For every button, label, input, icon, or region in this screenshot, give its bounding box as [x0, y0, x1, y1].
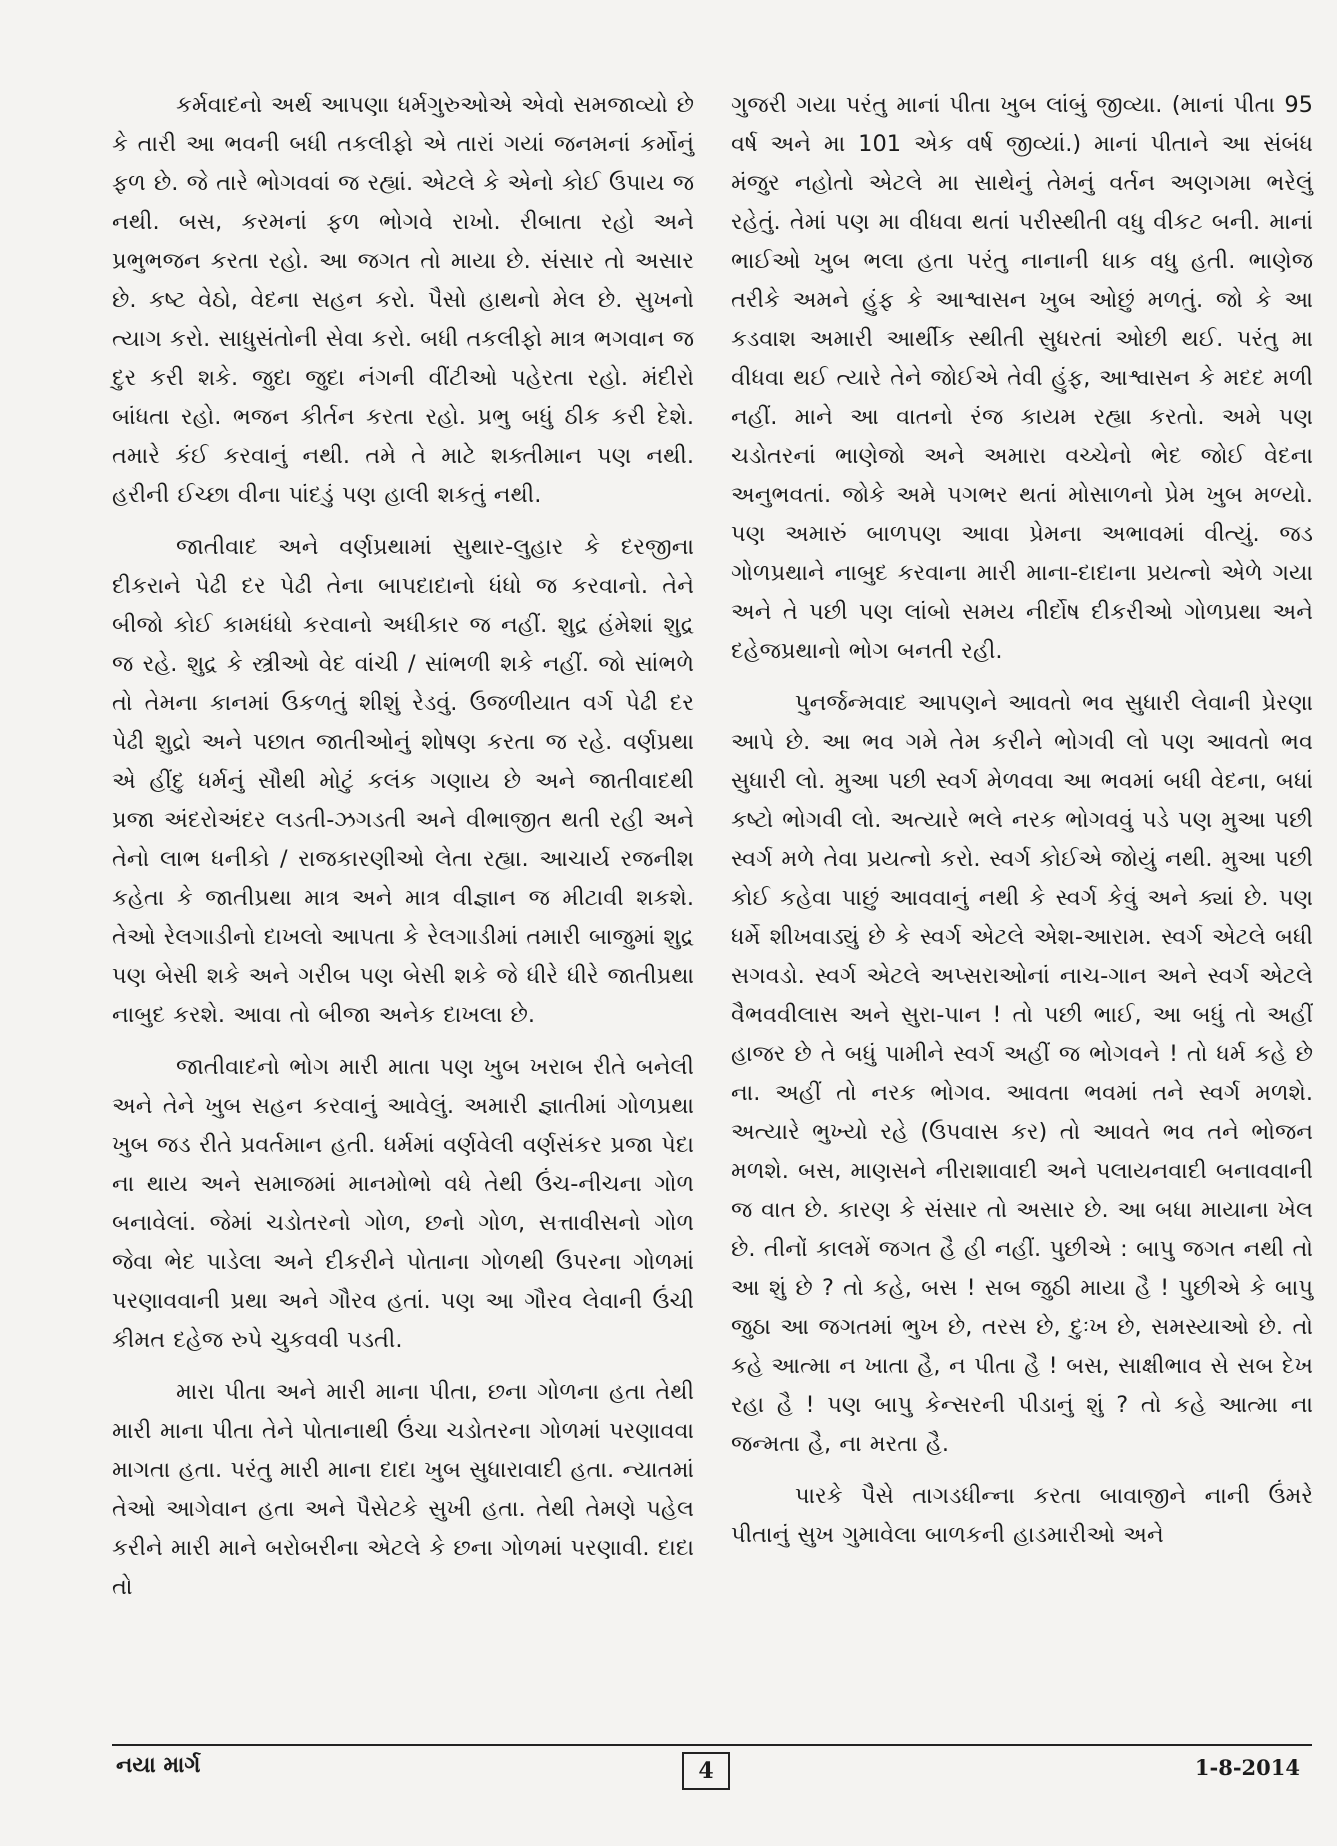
paragraph-continued: ગુજરી ગયા પરંતુ માનાં પીતા ખુબ લાંબું જીવ્યા. (માનાં પીતા 95 વર્ષ અને મા 101 એક વર્ષ જીવ્યાં.) માનાં પીતાને આ સંબંધ મંજુર નહોતો એટલે મા સાથેનું તેમનું વર્તન અણગમા ભરેલું રહેતું. તેમાં પણ મા વીધવા થતાં પરીસ્થીતી વધુ વીકટ બની. માનાં ભાઈઓ ખુબ ભલા હતા પરંતુ નાનાની ધાક વધુ હતી. ભાણેજ તરીકે અમને હુંફ કે આશ્વાસન ખુબ ઓછું મળતું. જો કે આ કડવાશ અમારી આર્થીક સ્થીતી સુધરતાં ઓછી થઈ. પરંતુ મા વીધવા થઈ ત્યારે તેને જોઈએ તેવી હુંફ, આશ્વાસન કે મદદ મળી નહીં. માને આ વાતનો રંજ કાયમ રહ્યા કરતો. અમે પણ ચડોતરનાં ભાણેજો અને અમારા વચ્ચેનો ભેદ જોઈ વેદના અનુભવતાં. જોકે અમે પગભર થતાં મોસાળનો પ્રેમ ખુબ મળ્યો. પણ અમારું બાળપણ આવા પ્રેમના અભાવમાં વીત્યું. જડ ગોળપ્રથાને નાબુદ કરવાના મારી માના-દાદાના પ્રયત્નો એળે ગયા અને તે પછી પણ લાંબો સમય નીર્દોષ દીકરીઓ ગોળપ્રથા અને દહેજપ્રથાનો ભોગ બનતી રહી.	[731, 92, 1313, 664]
publication-name: નયા માર્ગ	[116, 1753, 201, 1778]
paragraph-punarjanmavad: પુનર્જન્મવાદ આપણને આવતો ભવ સુધારી લેવાની પ્રેરણા આપે છે. આ ભવ ગમે તેમ કરીને ભોગવી લો પણ આવતો ભવ સુધારી લો. મુઆ પછી સ્વર્ગ મેળવવા આ ભવમાં બધી વેદના, બધાં કષ્ટો ભોગવી લો. અત્યારે ભલે નરક ભોગવવું પડે પણ મુઆ પછી સ્વર્ગ મળે તેવા પ્રયત્નો કરો. સ્વર્ગ કોઈએ જોયું નથી. મુઆ પછી કોઈ કહેવા પાછું આવવાનું નથી કે સ્વર્ગ કેવું અને ક્યાં છે. પણ ધર્મે શીખવાડ્યું છે કે સ્વર્ગ એટલે એશ-આરામ. સ્વર્ગ એટલે બધી સગવડો. સ્વર્ગ એટલે અપ્સરાઓનાં નાચ-ગાન અને સ્વર્ગ એટલે વૈભવવીલાસ અને સુરા-પાન ! તો પછી ભાઈ, આ બધું તો અહીં હાજર છે તે બધું પામીને સ્વર્ગ અહીં જ ભોગવને ! તો ધર્મ કહે છે ના. અહીં તો નરક ભોગવ. આવતા ભવમાં તને સ્વર્ગ મળશે. અત્યારે ભુખ્યો રહે (ઉપવાસ કર) તો આવતે ભવ તને ભોજન મળશે. બસ, માણસને નીરાશાવાદી અને પલાયનવાદી બનાવવાની જ વાત છે. કારણ કે સંસાર તો અસાર છે. આ બધા માયાના ખેલ છે. તીનોં કાલમેં જગત હૈ હી નહીં. પુછીએ : બાપુ જગત નથી તો આ શું છે ? તો કહે, બસ ! સબ જુઠી માયા હૈ ! પુછીએ કે બાપુ જુઠા આ જગતમાં ભુખ છે, તરસ છે, દુઃખ છે, સમસ્યાઓ છે. તો કહે આત્મા ન ખાતા હૈ, ન પીતા હૈ ! બસ, સાક્ષીભાવ સે સબ દેખ રહા હૈ ! પણ બાપુ કેન્સરની પીડાનું શું ? તો કહે આત્મા ના જન્મતા હૈ, ના મરતા હૈ.	[731, 690, 1313, 1457]
page-number: 4	[682, 1752, 730, 1790]
right-column	[731, 86, 1313, 1555]
paragraph-mother-story: જાતીવાદનો ભોગ મારી માતા પણ ખુબ ખરાબ રીતે બનેલી અને તેને ખુબ સહન કરવાનું આવેલું. અમારી જ્ઞાતીમાં ગોળપ્રથા ખુબ જડ રીતે પ્રવર્તમાન હતી. ધર્મમાં વર્ણવેલી વર્ણસંકર પ્રજા પેદા ના થાય અને સમાજમાં માનમોભો વધે તેથી ઉંચ-નીચના ગોળ બનાવેલાં. જેમાં ચડોતરનો ગોળ, છનો ગોળ, સત્તાવીસનો ગોળ જેવા ભેદ પાડેલા અને દીકરીને પોતાના ગોળથી ઉપરના ગોળમાં પરણાવવાની પ્રથા અને ગૌરવ હતાં. પણ આ ગૌરવ લેવાની ઉંચી કીમત દહેજ રુપે ચુકવવી પડતી.	[112, 1054, 694, 1353]
paragraph-bavaji: પારકે પૈસે તાગડધીન્ના કરતા બાવાજીને નાની ઉંમરે પીતાનું સુખ ગુમાવેલા બાળકની હાડમારીઓ અને	[731, 1483, 1313, 1548]
issue-date: 1-8-2014	[1194, 1755, 1300, 1780]
paragraph-karmavad: કર્મવાદનો અર્થ આપણા ધર્મગુરુઓએ એવો સમજાવ્યો છે કે તારી આ ભવની બધી તકલીફો એ તારાં ગયાં જનમનાં કર્મોનું ફળ છે. જે તારે ભોગવવાં જ રહ્યાં. એટલે કે એનો કોઈ ઉપાય જ નથી. બસ, કરમનાં ફળ ભોગવે રાખો. રીબાતા રહો અને પ્રભુભજન કરતા રહો. આ જગત તો માયા છે. સંસાર તો અસાર છે. કષ્ટ વેઠો, વેદના સહન કરો. પૈસો હાથનો મેલ છે. સુખનો ત્યાગ કરો. સાધુસંતોની સેવા કરો. બધી તકલીફો માત્ર ભગવાન જ દુર કરી શકે. જુદા જુદા નંગની વીંટીઓ પહેરતા રહો. મંદીરો બાંધતા રહો. ભજન કીર્તન કરતા રહો. પ્રભુ બધું ઠીક કરી દેશે. તમારે કંઈ કરવાનું નથી. તમે તે માટે શક્તીમાન પણ નથી. હરીની ઈચ્છા વીના પાંદડું પણ હાલી શકતું નથી.	[112, 92, 694, 508]
left-column	[112, 86, 694, 1607]
footer-divider	[112, 1744, 1312, 1746]
paragraph-jativad: જાતીવાદ અને વર્ણપ્રથામાં સુથાર-લુહાર કે દરજીના દીકરાને પેઢી દર પેઢી તેના બાપદાદાનો ધંધો જ કરવાનો. તેને બીજો કોઈ કામધંધો કરવાનો અધીકાર જ નહીં. શુદ્ર હંમેશાં શુદ્ર જ રહે. શુદ્ર કે સ્ત્રીઓ વેદ વાંચી / સાંભળી શકે નહીં. જો સાંભળે તો તેમના કાનમાં ઉકળતું શીશું રેડવું. ઉજળીયાત વર્ગ પેઢી દર પેઢી શુદ્રો અને પછાત જાતીઓનું શોષણ કરતા જ રહે. વર્ણપ્રથા એ હીંદુ ધર્મનું સૌથી મોટું કલંક ગણાય છે અને જાતીવાદથી પ્રજા અંદરોઅંદર લડતી-ઝગડતી અને વીભાજીત થતી રહી અને તેનો લાભ ધનીકો / રાજકારણીઓ લેતા રહ્યા. આચાર્ય રજનીશ કહેતા કે જાતીપ્રથા માત્ર અને માત્ર વીજ્ઞાન જ મીટાવી શકશે. તેઓ રેલગાડીનો દાખલો આપતા કે રેલગાડીમાં તમારી બાજુમાં શુદ્ર પણ બેસી શકે અને ગરીબ પણ બેસી શકે જે ધીરે ધીરે જાતીપ્રથા નાબુદ કરશે. આવા તો બીજા અનેક દાખલા છે.	[112, 534, 694, 1028]
paragraph-grandfather: મારા પીતા અને મારી માના પીતા, છના ગોળના હતા તેથી મારી માના પીતા તેને પોતાનાથી ઉંચા ચડોતરના ગોળમાં પરણાવવા માગતા હતા. પરંતુ મારી માના દાદા ખુબ સુધારાવાદી હતા. ન્યાતમાં તેઓ આગેવાન હતા અને પૈસેટકે સુખી હતા. તેથી તેમણે પહેલ કરીને મારી માને બરોબરીના એટલે કે છના ગોળમાં પરણાવી. દાદા તો	[112, 1379, 694, 1600]
